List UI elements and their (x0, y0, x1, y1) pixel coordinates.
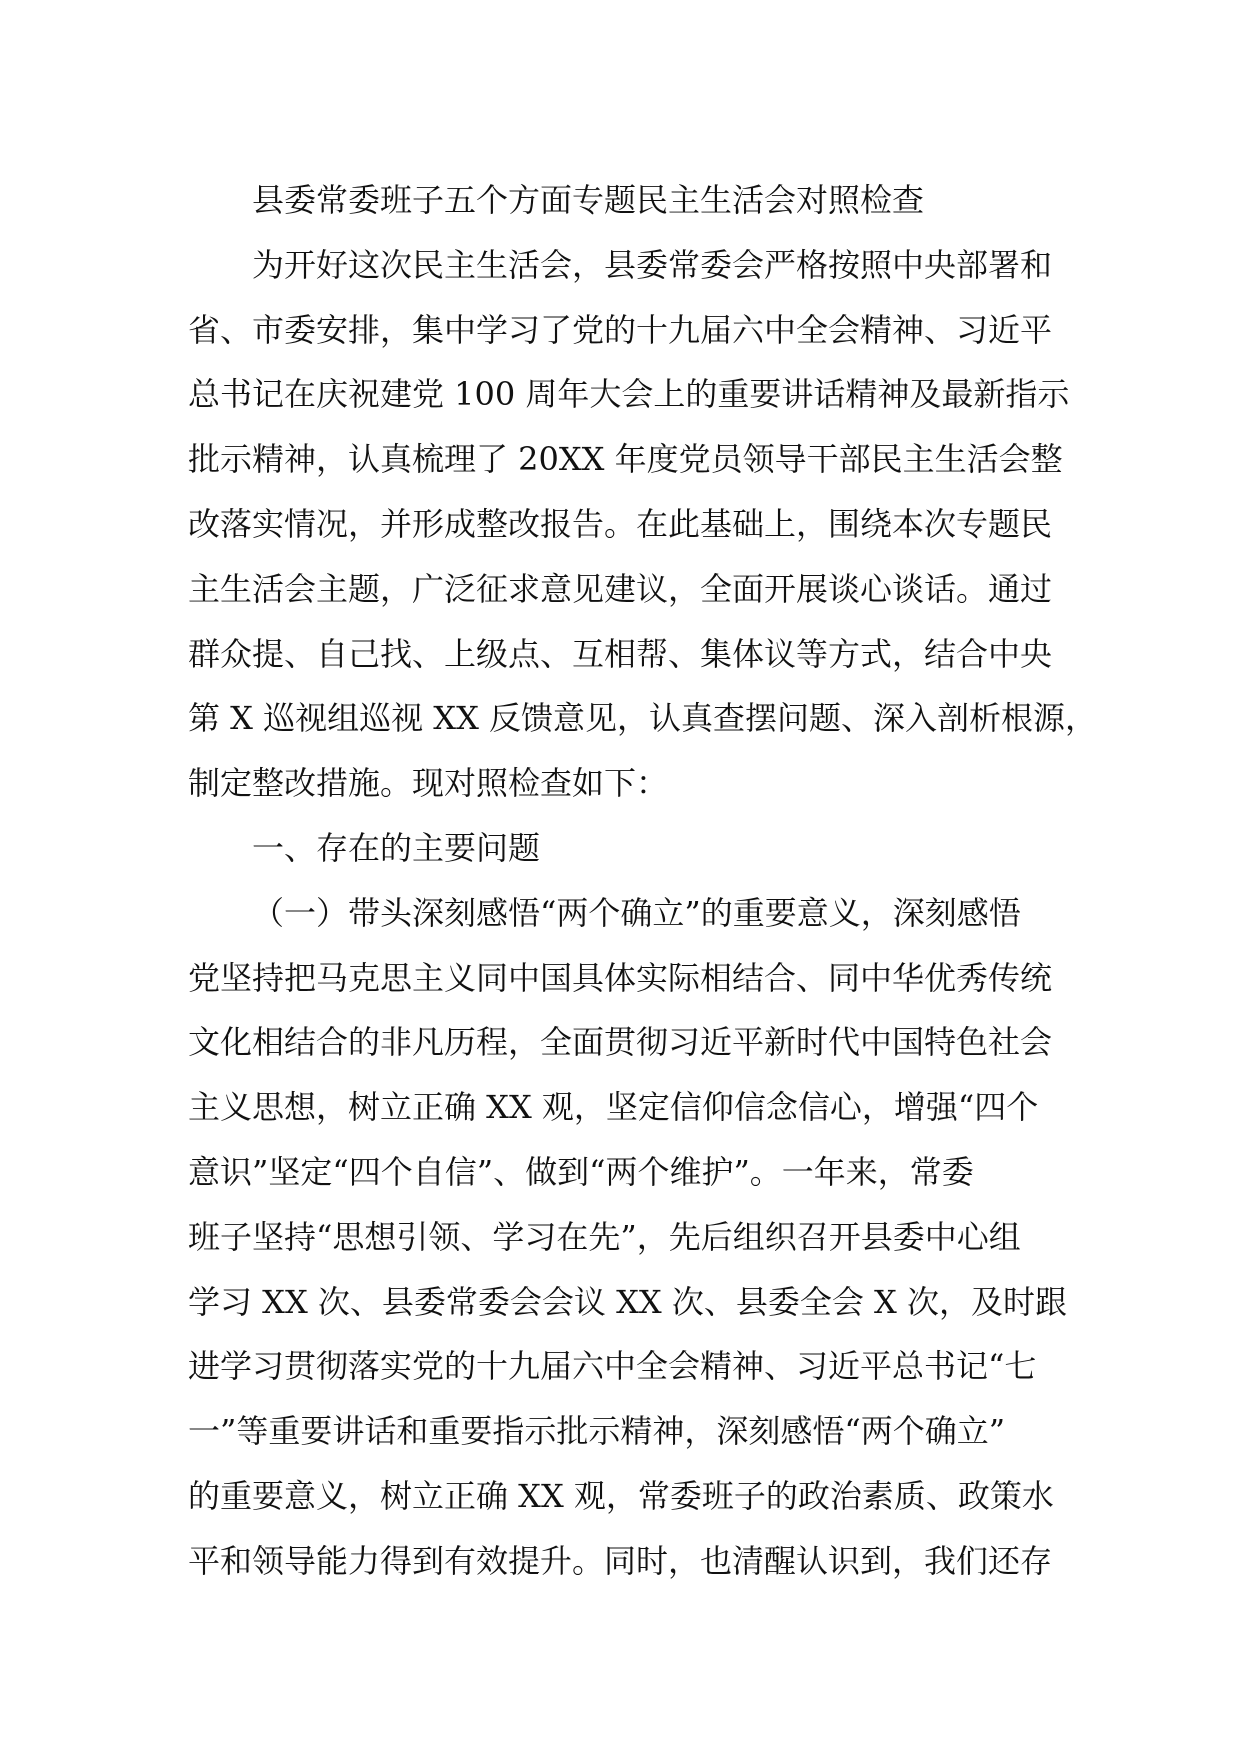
section-heading: 一、存在的主要问题 (252, 828, 541, 867)
document-title: 县委常委班子五个方面专题民主生活会对照检查 (252, 181, 925, 219)
paragraph-line: 批示精神，认真梳理了 20XX 年度党员领导干部民主生活会整 (188, 440, 1063, 479)
section-paragraph (188, 881, 1088, 1594)
intro-paragraph (188, 233, 1098, 816)
document-body (188, 168, 1098, 1594)
paragraph-line: 制定整改措施。现对照检查如下： (188, 764, 669, 803)
paragraph-line: 总书记在庆祝建党 100 周年大会上的重要讲话精神及最新指示 (188, 375, 1070, 414)
paragraph-line: 省、市委安排，集中学习了党的十九届六中全会精神、习近平 (188, 310, 1053, 349)
paragraph-line: 主义思想，树立正确 XX 观，坚定信仰信念信心，增强“四个 (188, 1088, 1039, 1127)
paragraph-line: 群众提、自己找、上级点、互相帮、集体议等方式，结合中央 (188, 634, 1053, 673)
paragraph-line: 进学习贯彻落实党的十九届六中全会精神、习近平总书记“七 (188, 1347, 1037, 1386)
paragraph-line: 班子坚持“思想引领、学习在先”，先后组织召开县委中心组 (188, 1217, 1021, 1256)
paragraph-line: 意识”坚定“四个自信”、做到“两个维护”。一年来，常委 (188, 1152, 974, 1191)
paragraph-line: 平和领导能力得到有效提升。同时，也清醒认识到，我们还存 (188, 1541, 1053, 1580)
paragraph-line: 的重要意义，树立正确 XX 观，常委班子的政治素质、政策水 (188, 1476, 1054, 1515)
paragraph-line: 改落实情况，并形成整改报告。在此基础上，围绕本次专题民 (188, 504, 1053, 543)
paragraph-line: 主生活会主题，广泛征求意见建议，全面开展谈心谈话。通过 (188, 569, 1053, 608)
paragraph-line: 第 X 巡视组巡视 XX 反馈意见，认真查摆问题、深入剖析根源， (188, 699, 1098, 738)
paragraph-line: 党坚持把马克思主义同中国具体实际相结合、同中华优秀传统 (188, 958, 1053, 997)
paragraph-line: 一”等重要讲话和重要指示批示精神，深刻感悟“两个确立” (188, 1412, 1006, 1451)
paragraph-line: 文化相结合的非凡历程，全面贯彻习近平新时代中国特色社会 (188, 1023, 1053, 1062)
paragraph-line: 为开好这次民主生活会，县委常委会严格按照中央部署和 (252, 245, 1053, 284)
paragraph-line: 学习 XX 次、县委常委会会议 XX 次、县委全会 X 次，及时跟 (188, 1282, 1067, 1321)
paragraph-line: （一）带头深刻感悟“两个确立”的重要意义，深刻感悟 (252, 893, 1021, 932)
